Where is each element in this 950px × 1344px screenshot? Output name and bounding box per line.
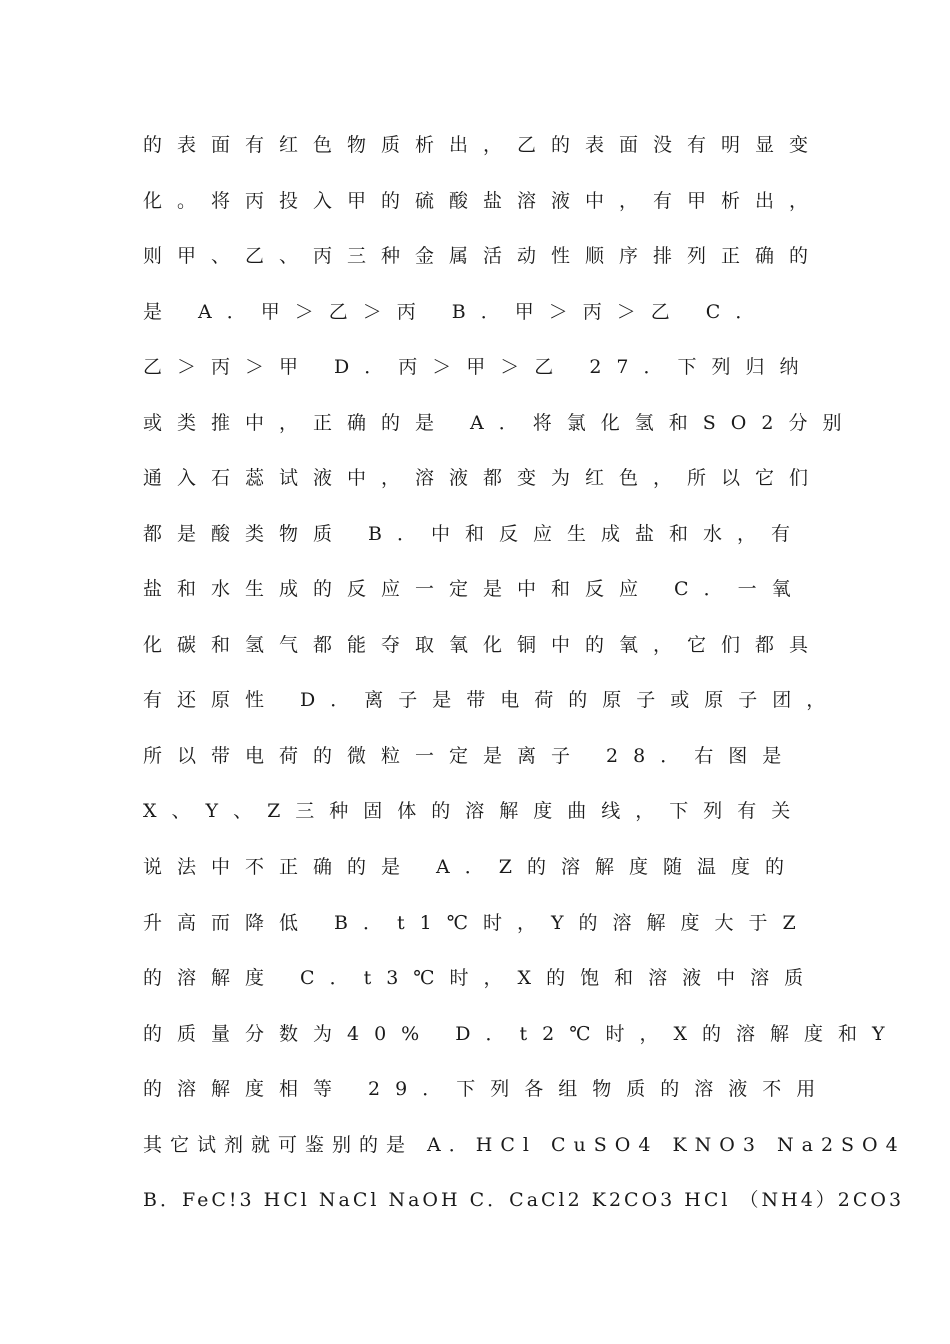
text-line: 的质量分数为40% D．t2℃时，X的溶解度和Y — [143, 1023, 900, 1045]
text-line: 的溶解度 C．t3℃时，X的饱和溶液中溶质 — [143, 967, 819, 989]
text-line: 都是酸类物质 B．中和反应生成盐和水，有 — [143, 523, 806, 545]
text-line: 是 A．甲＞乙＞丙 B．甲＞丙＞乙 C． — [143, 301, 770, 323]
text-line: 乙＞丙＞甲 D．丙＞甲＞乙 27．下列归纳 — [143, 356, 814, 378]
text-line: 说法中不正确的是 A．Z的溶解度随温度的 — [143, 856, 799, 878]
text-line: 有还原性 D．离子是带电荷的原子或原子团， — [143, 689, 841, 711]
text-line: 盐和水生成的反应一定是中和反应 C．一氧 — [143, 578, 806, 600]
text-line: 通入石蕊试液中，溶液都变为红色，所以它们 — [143, 467, 824, 489]
text-line: 的表面有红色物质析出，乙的表面没有明显变 — [143, 134, 824, 156]
text-line: 则甲、乙、丙三种金属活动性顺序排列正确的 — [143, 245, 824, 267]
text-line: X、Y、Z三种固体的溶解度曲线，下列有关 — [143, 800, 806, 822]
text-line: 或类推中，正确的是 A．将氯化氢和SO2分别 — [143, 412, 857, 434]
text-line: 其它试剂就可鉴别的是 A．HCl CuSO4 KNO3 Na2SO4 — [143, 1134, 906, 1156]
text-line: 所以带电荷的微粒一定是离子 28．右图是 — [143, 745, 797, 767]
text-line: 化碳和氢气都能夺取氧化铜中的氧，它们都具 — [143, 634, 824, 656]
text-line: 的溶解度相等 29．下列各组物质的溶液不用 — [143, 1078, 831, 1100]
text-line: 化。将丙投入甲的硫酸盐溶液中，有甲析出， — [143, 190, 824, 212]
text-line: 升高而降低 B．t1℃时，Y的溶解度大于Z — [143, 912, 811, 934]
text-line: B．FeC!3 HCl NaCl NaOH C．CaCl2 K2CO3 HCl （NH4）2CO3 — [143, 1189, 905, 1211]
